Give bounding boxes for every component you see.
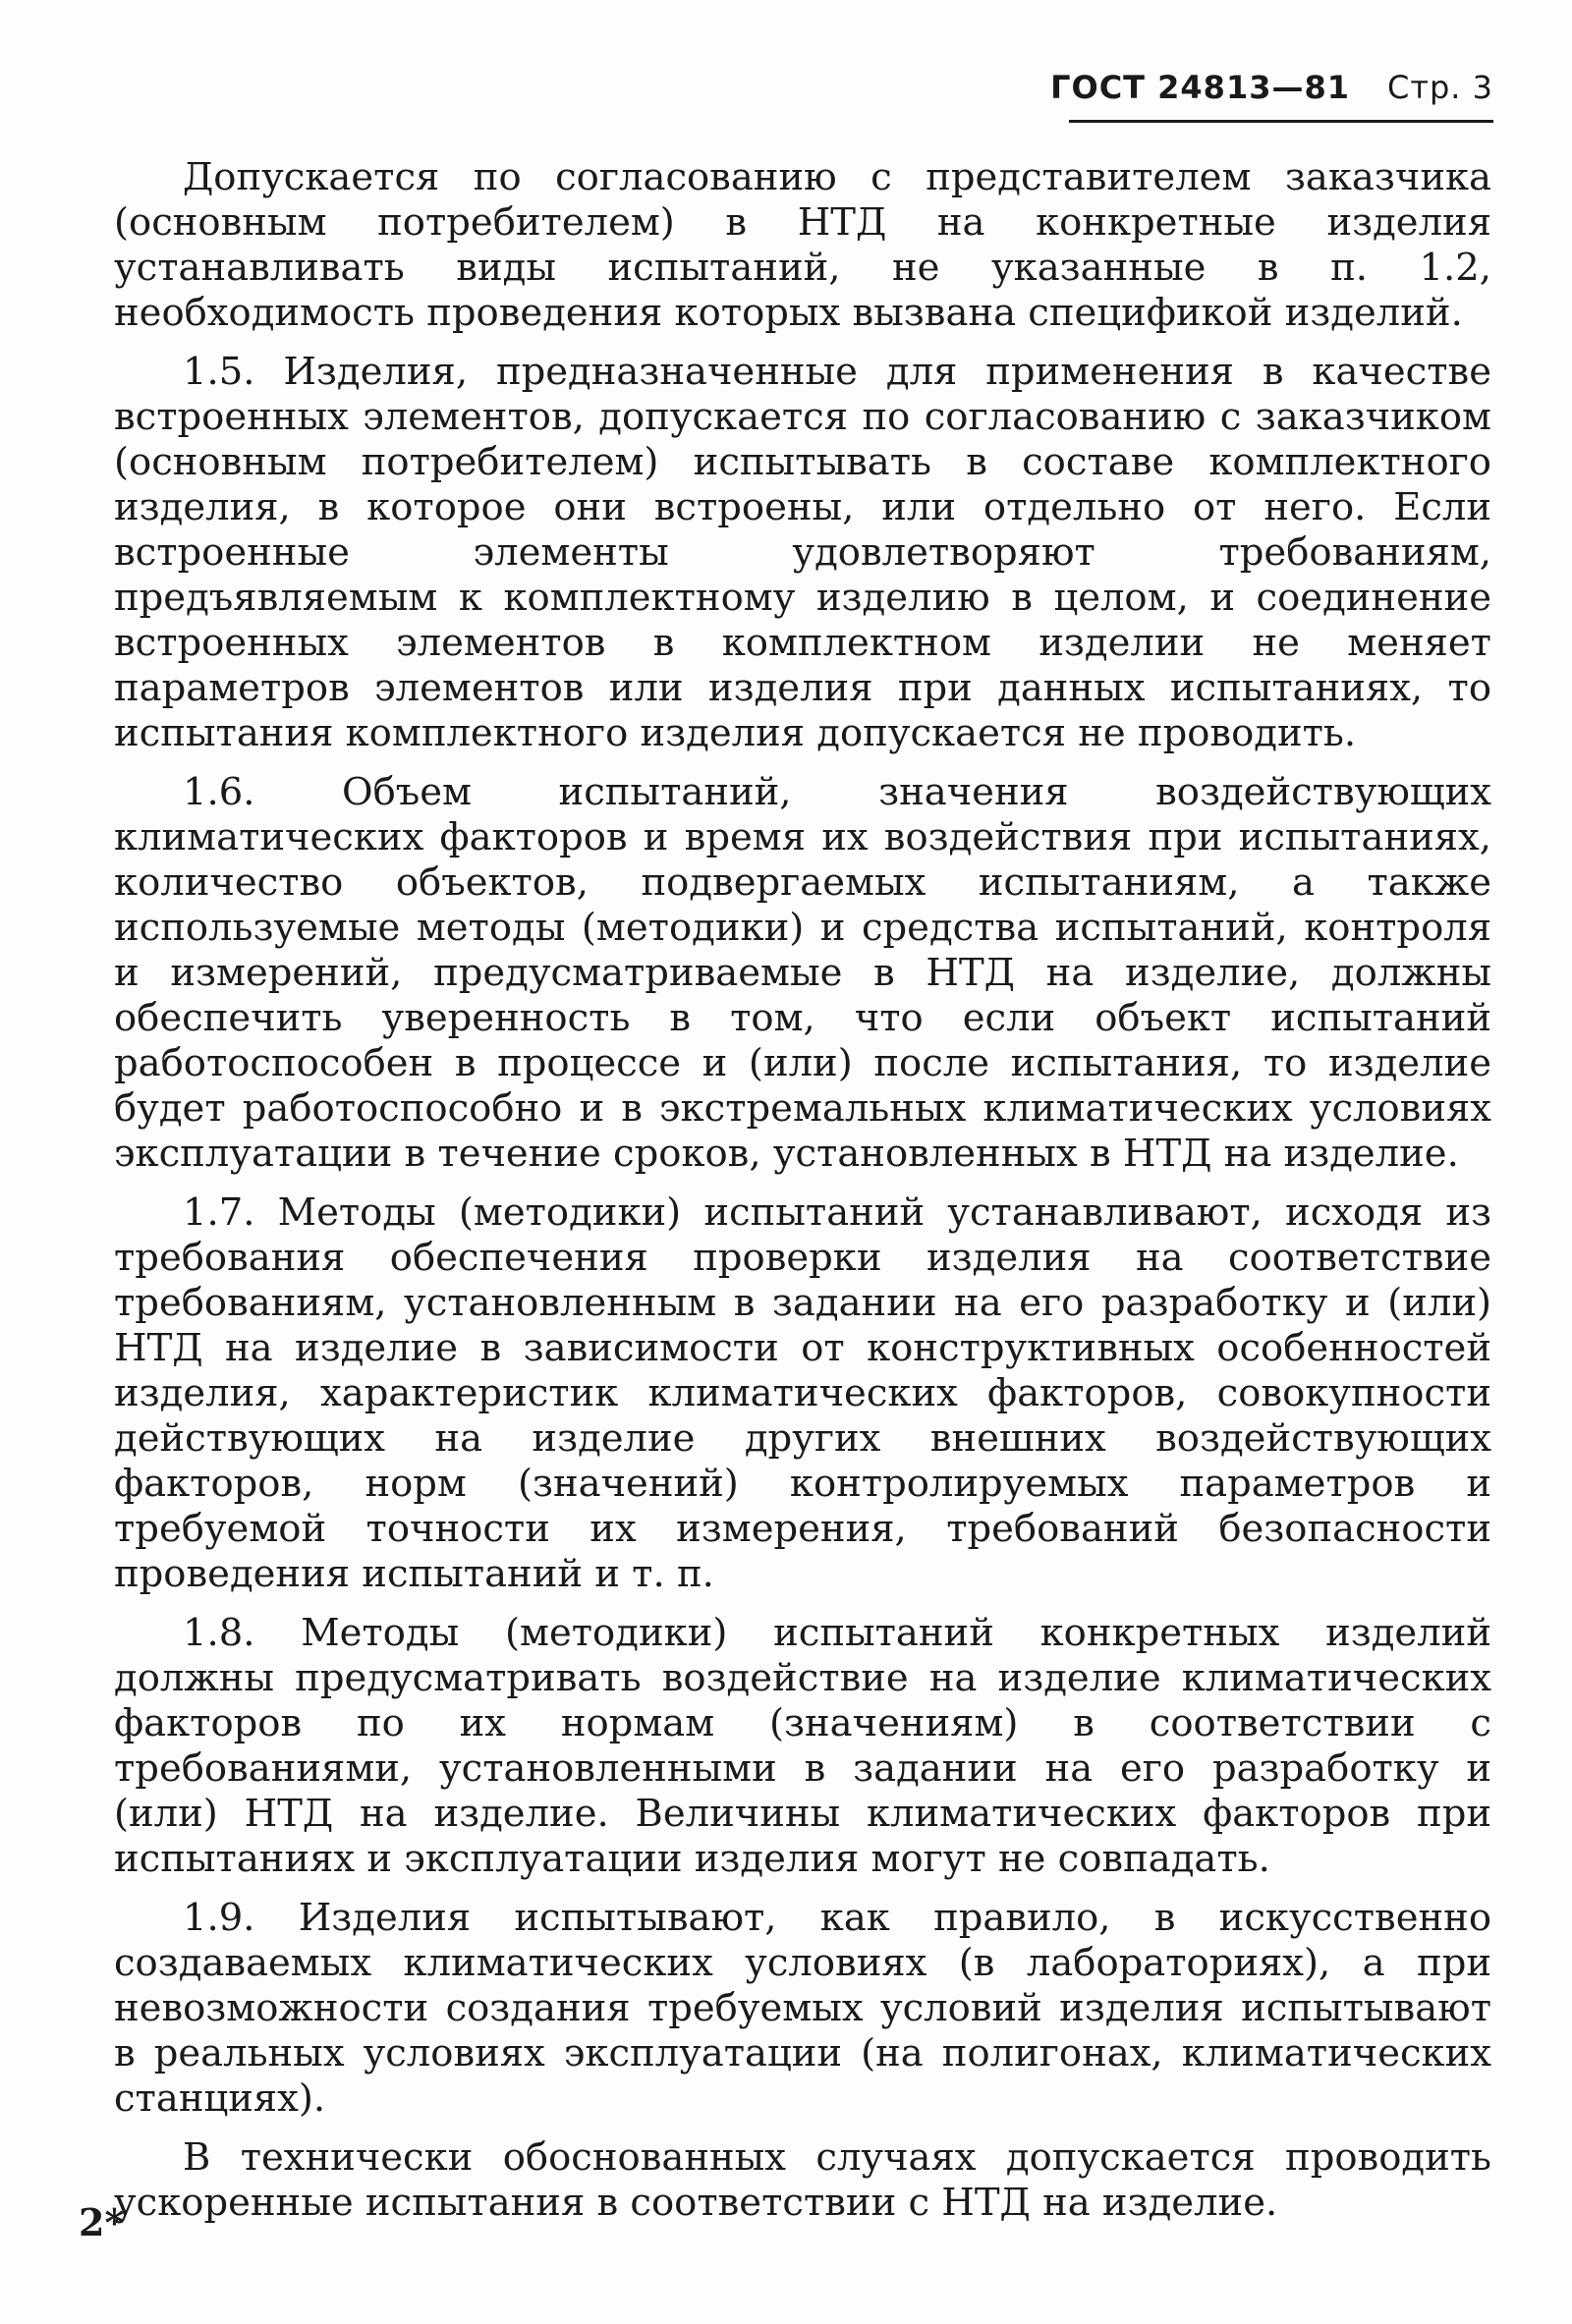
- page-header: [1050, 69, 1493, 118]
- paragraph: 1.8. Методы (методики) испытаний конкретных изделий должны предусматривать воздействие на изделие климатических факторов по их нормам (значениям) в соответствии с требованиями, установленными в задании на его разработку и (или) НТД на изделие. Величины климатических факторов при испытаниях и эксплуатации изделия могут не совпадать.: [114, 1611, 1491, 1881]
- header-rule: [1069, 120, 1493, 123]
- signature-mark: 2*: [79, 2200, 125, 2244]
- paragraph: 1.5. Изделия, предназначенные для применения в качестве встроенных элементов, допускается по согласованию с заказчиком (основным потребителем) испытывать в составе комплектного изделия, в которое они встроены, или отдельно от него. Если встроенные элементы удовлетворяют требованиям, предъявляемым к комплектному изделию в целом, и соединение встроенных элементов в комплектном изделии не меняет параметров элементов или изделия при данных испытаниях, то испытания комплектного изделия допускается не проводить.: [114, 350, 1491, 755]
- paragraph: Допускается по согласованию с представителем заказчика (основным потребителем) в НТД на конкретные изделия устанавливать виды испытаний, не указанные в п. 1.2, необходимость проведения которых вызвана спецификой изделий.: [114, 155, 1491, 335]
- paragraph: 1.9. Изделия испытывают, как правило, в искусственно создаваемых климатических условиях (в лабораториях), а при невозможности создания требуемых условий изделия испытывают в реальных условиях эксплуатации (на полигонах, климатических станциях).: [114, 1896, 1491, 2121]
- paragraph: 1.7. Методы (методики) испытаний устанавливают, исходя из требования обеспечения проверки изделия на соответствие требованиям, установленным в задании на его разработку и (или) НТД на изделие в зависимости от конструктивных особенностей изделия, характеристик климатических факторов, совокупности действующих на изделие других внешних воздействующих факторов, норм (значений) контролируемых параметров и требуемой точности их измерения, требований безопасности проведения испытаний и т. п.: [114, 1190, 1491, 1596]
- page-number: Стр. 3: [1387, 69, 1493, 106]
- paragraph: 1.6. Объем испытаний, значения воздействующих климатических факторов и время их воздействия при испытаниях, количество объектов, подвергаемых испытаниям, а также используемые методы (методики) и средства испытаний, контроля и измерений, предусматриваемые в НТД на изделие, должны обеспечить уверенность в том, что если объект испытаний работоспособен в процессе и (или) после испытания, то изделие будет работоспособно и в экстремальных климатических условиях эксплуатации в течение сроков, установленных в НТД на изделие.: [114, 770, 1491, 1176]
- paragraph: В технически обоснованных случаях допускается проводить ускоренные испытания в соответствии с НТД на изделие.: [114, 2135, 1491, 2225]
- standard-number: ГОСТ 24813—81: [1050, 69, 1350, 106]
- document-body: [114, 155, 1491, 2240]
